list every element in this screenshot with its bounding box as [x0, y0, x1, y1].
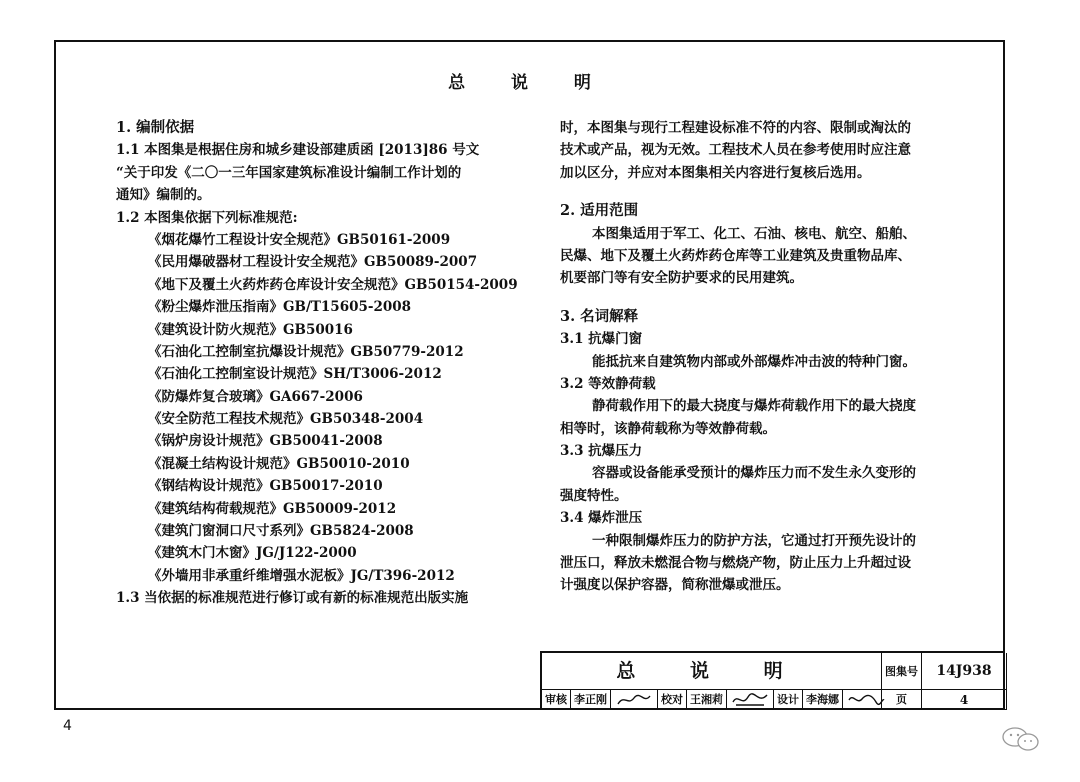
text-line: 《混凝土结构设计规范》GB50010-2010	[148, 455, 410, 472]
text-line: 机要部门等有安全防护要求的民用建筑。	[560, 270, 803, 287]
check-signature	[727, 690, 774, 710]
title-block-title: 总 说 明	[542, 653, 882, 690]
text-line: 本图集适用于军工、化工、石油、核电、航空、船舶、	[592, 225, 916, 242]
text-line: 容器或设备能承受预计的爆炸压力而不发生永久变形的	[592, 465, 916, 482]
design-name: 李海娜	[803, 690, 843, 710]
text-line: 《外墙用非承重纤维增强水泥板》JG/T396-2012	[148, 567, 455, 584]
section-heading: 3. 名词解释	[560, 307, 639, 325]
text-line: 《建筑门窗洞口尺寸系列》GB5824-2008	[148, 523, 414, 540]
atlas-number-label: 图集号	[882, 653, 922, 690]
atlas-number-value: 14J938	[922, 653, 1007, 690]
text-line: 《石油化工控制室设计规范》SH/T3006-2012	[148, 366, 442, 383]
text-line: 民爆、地下及覆土火药炸药仓库等工业建筑及贵重物品库、	[560, 247, 911, 264]
review-name: 李正刚	[571, 690, 611, 710]
text-line: 技术或产品，视为无效。工程技术人员在参考使用时应注意	[560, 142, 911, 159]
section-heading: 2. 适用范围	[560, 202, 639, 220]
drawing-sheet	[54, 40, 1005, 710]
page-label: 页	[882, 690, 922, 710]
spacer	[560, 290, 960, 306]
text-line: 能抵抗来自建筑物内部或外部爆炸冲击波的特种门窗。	[592, 353, 916, 370]
chat-bubbles-icon	[1000, 724, 1042, 754]
left-column	[116, 117, 546, 610]
check-label: 校对	[658, 690, 687, 710]
text-line: 《建筑结构荷载规范》GB50009-2012	[148, 500, 397, 517]
text-line: 《地下及覆土火药炸药仓库设计安全规范》GB50154-2009	[148, 276, 518, 293]
review-signature	[611, 690, 658, 710]
text-line: 《烟花爆竹工程设计安全规范》GB50161-2009	[148, 231, 451, 248]
text-line: 静荷载作用下的最大挠度与爆炸荷载作用下的最大挠度	[592, 398, 916, 415]
text-line: 《钢结构设计规范》GB50017-2010	[148, 478, 383, 495]
page-number: 4	[63, 718, 72, 734]
text-line: 相等时，该静荷载称为等效静荷载。	[560, 420, 776, 437]
text-line: 《防爆炸复合玻璃》GA667-2006	[148, 388, 363, 405]
text-line: 1.3 当依据的标准规范进行修订或有新的标准规范出版实施	[116, 590, 469, 607]
title-block	[540, 651, 1005, 710]
text-line: 3.2 等效静荷载	[560, 375, 656, 392]
design-label: 设计	[774, 690, 803, 710]
design-signature	[843, 690, 889, 710]
spacer	[560, 184, 960, 200]
text-line: 《粉尘爆炸泄压指南》GB/T15605-2008	[148, 299, 412, 316]
text-line: 泄压口，释放未燃混合物与燃烧产物，防止压力上升超过设	[560, 555, 911, 572]
text-line: 计强度以保护容器，简称泄爆或泄压。	[560, 577, 790, 594]
right-column	[560, 117, 960, 597]
text-line: 《石油化工控制室抗爆设计规范》GB50779-2012	[148, 343, 464, 360]
text-line: 《建筑设计防火规范》GB50016	[148, 321, 353, 338]
section-heading: 1. 编制依据	[116, 119, 195, 136]
text-line: 时，本图集与现行工程建设标准不符的内容、限制或淘汰的	[560, 120, 911, 136]
check-name: 王湘莉	[687, 690, 727, 710]
review-label: 审核	[542, 690, 571, 710]
text-line: 一种限制爆炸压力的防护方法，它通过打开预先设计的	[592, 532, 916, 549]
text-line: 《安全防范工程技术规范》GB50348-2004	[148, 411, 424, 428]
text-line: 3.4 爆炸泄压	[560, 510, 643, 527]
text-line: 加以区分，并应对本图集相关内容进行复核后选用。	[560, 164, 871, 181]
text-line: 《锅炉房设计规范》GB50041-2008	[148, 433, 383, 450]
page-value: 4	[922, 690, 1007, 710]
text-line: 强度特性。	[560, 487, 628, 504]
signature-row	[542, 690, 882, 710]
text-line: 3.3 抗爆压力	[560, 443, 643, 460]
text-line: 《建筑木门木窗》JG/J122-2000	[148, 545, 357, 562]
text-line: 3.1 抗爆门窗	[560, 331, 643, 348]
text-line: 通知》编制的。	[116, 187, 211, 204]
text-line: 《民用爆破器材工程设计安全规范》GB50089-2007	[148, 254, 478, 271]
text-line: 1.1 本图集是根据住房和城乡建设部建质函 [2013]86 号文	[116, 142, 480, 159]
text-line: 1.2 本图集依据下列标准规范:	[116, 209, 298, 226]
text-line: “关于印发《二〇一三年国家建筑标准设计编制工作计划的	[116, 164, 462, 181]
page-title: 总 说 明	[448, 73, 611, 93]
